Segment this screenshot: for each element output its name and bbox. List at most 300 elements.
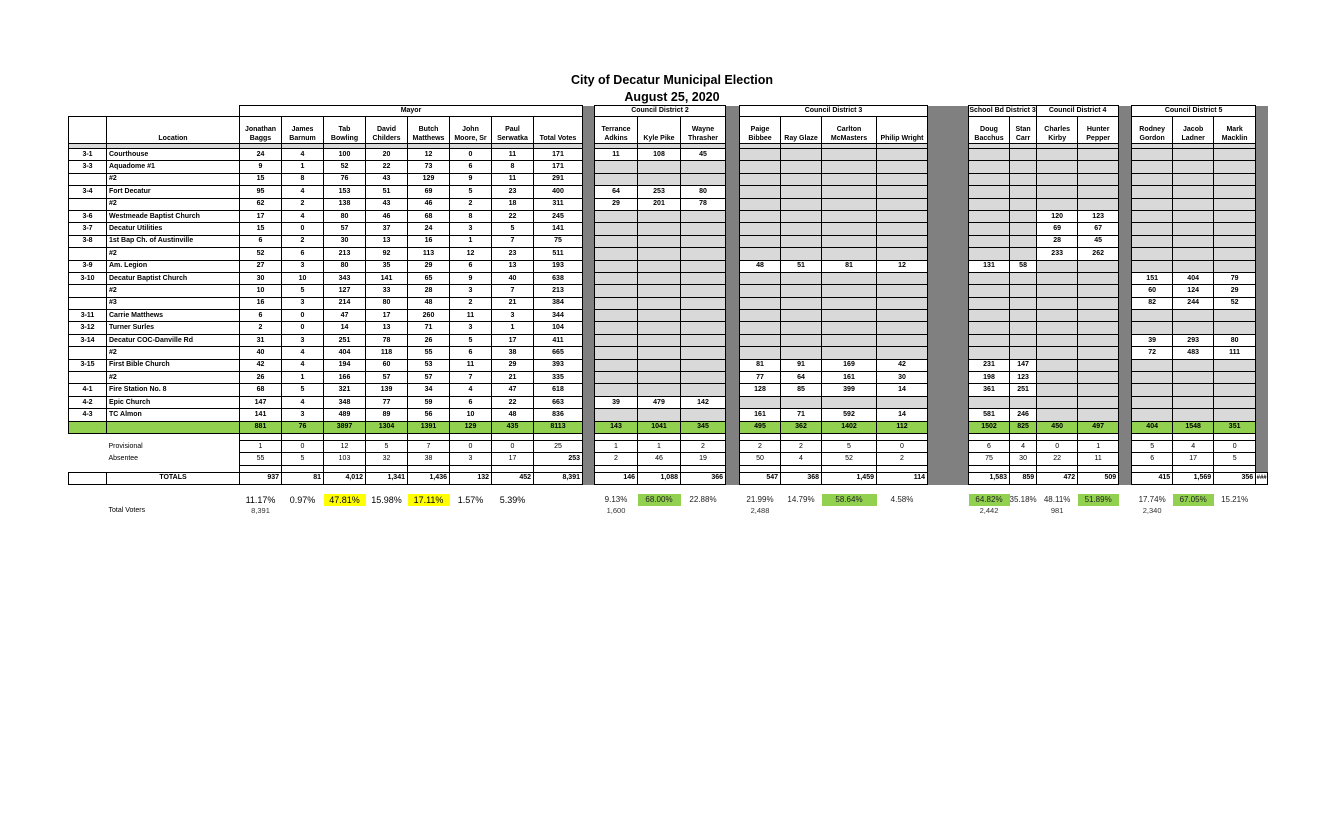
vote-cell [781,285,822,297]
vote-cell [1037,161,1078,173]
precinct-code: 3-10 [69,272,107,284]
total-voters-value: 2,488 [750,506,770,516]
vote-cell: 20 [366,149,408,161]
column-separator [1119,409,1132,421]
column-separator [928,161,969,173]
column-separator [726,210,740,222]
column-separator [1256,453,1268,465]
vote-cell [1078,149,1119,161]
blank-cell [822,506,877,517]
column-separator [583,235,595,247]
table-row [69,161,1268,173]
vote-cell [1078,334,1119,346]
blank-cell [1173,433,1214,440]
total-cell: 356 [1214,472,1256,484]
column-separator [1119,421,1132,433]
vote-cell [822,161,877,173]
vote-cell: 4 [1010,440,1037,452]
vote-cell: 46 [366,210,408,222]
vote-cell [822,297,877,309]
vote-cell [969,223,1010,235]
total-cell: 1,569 [1173,472,1214,484]
vote-cell [595,260,638,272]
total-cell: 937 [240,472,282,484]
vote-cell: 2 [681,440,726,452]
blank-cell [69,494,107,505]
column-separator [583,198,595,210]
vote-cell: 10 [282,272,324,284]
vote-cell [1132,396,1173,408]
column-separator [1256,396,1268,408]
vote-cell: 123 [1078,210,1119,222]
column-separator [1256,149,1268,161]
precinct-code: 3-11 [69,310,107,322]
column-separator [583,272,595,284]
vote-cell: 120 [1037,210,1078,222]
vote-cell [638,409,681,421]
vote-cell: 71 [781,409,822,421]
column-separator [583,440,595,452]
column-separator [1119,372,1132,384]
blank-cell [69,465,107,472]
column-separator [583,186,595,198]
column-separator [1256,260,1268,272]
vote-cell [1037,347,1078,359]
vote-cell [1173,260,1214,272]
blank-cell [1214,506,1256,517]
vote-cell [781,248,822,260]
location-name: Westmeade Baptist Church [107,210,240,222]
blank-cell [492,465,534,472]
column-separator [928,347,969,359]
precinct-code: 3-6 [69,210,107,222]
vote-cell: 72 [1132,347,1173,359]
vote-cell: 6 [282,248,324,260]
vote-cell [1173,322,1214,334]
candidate-header: Kyle Pike [638,117,681,144]
vote-cell [1037,384,1078,396]
percentage-cell: 21.99% [746,494,774,504]
vote-cell [822,173,877,185]
vote-cell [969,173,1010,185]
vote-cell [1173,248,1214,260]
vote-cell: 0 [492,440,534,452]
vote-cell: 245 [534,210,583,222]
vote-cell: 147 [1010,359,1037,371]
total-cell: 368 [781,472,822,484]
vote-cell [1173,409,1214,421]
vote-cell [740,210,781,222]
vote-cell: 52 [822,453,877,465]
vote-cell: 80 [366,297,408,309]
precinct-code: 3-8 [69,235,107,247]
vote-cell: 321 [324,384,366,396]
total-voters-label: Total Voters [108,507,146,515]
vote-cell [1010,285,1037,297]
total-cell: 146 [595,472,638,484]
candidate-header: Jonathan Baggs [240,117,282,144]
vote-cell [638,248,681,260]
percentage-cell: 47.81% [324,494,366,505]
column-separator [726,161,740,173]
column-separator [1119,272,1132,284]
vote-cell [1214,223,1256,235]
vote-cell: 12 [877,260,928,272]
vote-cell: 68 [408,210,450,222]
vote-cell [1132,409,1173,421]
column-separator [928,272,969,284]
vote-cell: 81 [740,359,781,371]
vote-cell [1078,161,1119,173]
vote-cell: 171 [534,161,583,173]
vote-cell [1037,310,1078,322]
group-mayor: Mayor [240,106,583,117]
candidate-header: Stan Carr [1010,117,1037,144]
column-separator [1119,285,1132,297]
vote-cell [781,334,822,346]
blank-cell [534,506,583,517]
column-separator [1119,198,1132,210]
column-separator [726,173,740,185]
column-separator [726,223,740,235]
percentage-cell: 11.17% [245,494,276,505]
vote-cell: 141 [366,272,408,284]
column-separator [1256,433,1268,440]
column-separator [726,396,740,408]
vote-cell [638,334,681,346]
totals-label: TOTALS [107,472,240,484]
total-voters-value: 981 [1050,506,1064,516]
column-separator [583,322,595,334]
column-separator [1119,260,1132,272]
blank-cell [69,453,107,465]
vote-cell [1173,149,1214,161]
group-council-district-2: Council District 2 [595,106,726,117]
vote-cell [681,260,726,272]
column-separator [583,372,595,384]
blank-cell [69,485,1268,495]
vote-cell: 103 [324,453,366,465]
vote-cell [1078,310,1119,322]
column-separator [726,384,740,396]
vote-cell: 24 [240,149,282,161]
vote-cell: 57 [366,372,408,384]
vote-cell: 55 [408,347,450,359]
total-voters-row [69,506,1268,517]
candidate-header: Jacob Ladner [1173,117,1214,144]
vote-cell [1010,334,1037,346]
column-separator [1119,248,1132,260]
vote-cell [1173,396,1214,408]
provisional-row [69,440,1268,452]
vote-cell: 19 [681,453,726,465]
vote-cell [781,322,822,334]
location-name: Aquadome #1 [107,161,240,173]
vote-cell: 161 [740,409,781,421]
subtotal-cell: 1502 [969,421,1010,433]
candidate-header: Carlton McMasters [822,117,877,144]
subtotal-cell: 1391 [408,421,450,433]
vote-cell: 22 [1037,453,1078,465]
column-separator [928,248,969,260]
vote-cell: 581 [969,409,1010,421]
blank-cell [781,506,822,517]
vote-cell [822,272,877,284]
column-separator [726,334,740,346]
vote-cell [1173,310,1214,322]
vote-cell [1037,260,1078,272]
subtotal-cell: 1041 [638,421,681,433]
column-separator [583,409,595,421]
blank-cell [877,506,928,517]
table-row [69,285,1268,297]
column-separator [1119,347,1132,359]
vote-cell [1010,235,1037,247]
vote-cell: 198 [969,372,1010,384]
candidate-header: Paige Bibbee [740,117,781,144]
vote-cell [969,248,1010,260]
candidate-header: Hunter Pepper [1078,117,1119,144]
vote-cell: 65 [408,272,450,284]
vote-cell [877,396,928,408]
table-row [69,248,1268,260]
column-separator [928,440,969,452]
vote-cell [969,310,1010,322]
vote-cell [1037,198,1078,210]
vote-cell [681,372,726,384]
vote-cell [740,248,781,260]
column-separator [583,465,595,472]
column-separator [1256,322,1268,334]
blank-cell [69,421,107,433]
vote-cell: 59 [408,396,450,408]
column-separator [928,465,969,472]
vote-cell [740,186,781,198]
blank-cell [1256,494,1268,505]
vote-cell: 489 [324,409,366,421]
subtotal-cell: 76 [282,421,324,433]
vote-cell: 45 [1078,235,1119,247]
blank-cell [450,506,492,517]
vote-cell [595,310,638,322]
column-separator [726,285,740,297]
vote-cell [595,210,638,222]
vote-cell [822,210,877,222]
vote-cell [638,297,681,309]
vote-cell [969,210,1010,222]
vote-cell: 8 [492,161,534,173]
vote-cell: 24 [408,223,450,235]
vote-cell: 139 [366,384,408,396]
vote-cell: 3 [282,260,324,272]
vote-cell: 1 [282,372,324,384]
percentage-cell: 5.39% [499,494,526,505]
column-separator [726,235,740,247]
vote-cell [740,347,781,359]
vote-cell [681,384,726,396]
blank-cell [408,465,450,472]
subtotal-cell: 1304 [366,421,408,433]
column-separator [1256,248,1268,260]
column-separator [1119,322,1132,334]
blank-cell [681,433,726,440]
vote-cell: 246 [1010,409,1037,421]
vote-cell [1132,322,1173,334]
column-separator [583,472,595,484]
blank-cell [366,433,408,440]
vote-cell: 62 [240,198,282,210]
vote-cell [969,198,1010,210]
table-row [69,223,1268,235]
column-separator [726,465,740,472]
vote-cell: 0 [1214,440,1256,452]
vote-cell: 32 [366,453,408,465]
vote-cell: 80 [681,186,726,198]
sheet-date: August 25, 2020 [624,90,720,104]
column-separator [1256,223,1268,235]
candidate-header: Wayne Thrasher [681,117,726,144]
column-separator [726,433,740,440]
vote-cell: 2 [595,453,638,465]
vote-cell [681,272,726,284]
vote-cell [781,173,822,185]
vote-cell [681,285,726,297]
vote-cell: 4 [282,186,324,198]
candidate-header: Paul Serwatka [492,117,534,144]
group-council-district-3: Council District 3 [740,106,928,117]
column-separator [928,472,969,484]
vote-cell [1078,322,1119,334]
column-separator [583,106,595,117]
vote-cell: 29 [595,198,638,210]
subtotal-cell: 435 [492,421,534,433]
vote-cell [638,173,681,185]
vote-cell: 166 [324,372,366,384]
vote-cell: 6 [969,440,1010,452]
vote-cell: 231 [969,359,1010,371]
column-separator [1119,310,1132,322]
total-cell: 366 [681,472,726,484]
vote-cell: 111 [1214,347,1256,359]
vote-cell [1078,396,1119,408]
vote-cell: 12 [408,149,450,161]
vote-cell: 393 [534,359,583,371]
percentage-cell: 17.11% [408,494,450,505]
location-name: Fire Station No. 8 [107,384,240,396]
blank-cell [822,433,877,440]
column-separator [1119,440,1132,452]
vote-cell [781,297,822,309]
blank-cell [1132,433,1173,440]
column-separator [1256,421,1268,433]
percentage-cell: 51.89% [1078,494,1119,505]
vote-cell [877,334,928,346]
vote-cell [1214,396,1256,408]
column-separator [726,186,740,198]
vote-cell [877,149,928,161]
subtotal-cell: 351 [1214,421,1256,433]
candidate-header: Charles Kirby [1037,117,1078,144]
vote-cell: 28 [1037,235,1078,247]
vote-cell: 5 [282,453,324,465]
vote-cell: 201 [638,198,681,210]
vote-cell: 194 [324,359,366,371]
vote-cell [681,347,726,359]
percentage-cell: 22.88% [689,494,717,504]
sheet-title: City of Decatur Municipal Election [570,73,774,87]
vote-cell: 80 [1214,334,1256,346]
vote-cell: 21 [492,372,534,384]
percentage-cell: 15.21% [1221,494,1249,504]
subtotal-cell: 497 [1078,421,1119,433]
vote-cell: 293 [1173,334,1214,346]
vote-cell [638,260,681,272]
table-row [69,173,1268,185]
table-row [69,310,1268,322]
blank-cell [107,465,240,472]
vote-cell: 638 [534,272,583,284]
vote-cell: 18 [492,198,534,210]
vote-cell: 11 [492,173,534,185]
vote-cell [822,223,877,235]
location-name: Courthouse [107,149,240,161]
vote-cell: 384 [534,297,583,309]
vote-cell: 0 [282,223,324,235]
table-row [69,396,1268,408]
blank-cell [408,433,450,440]
vote-cell: 404 [1173,272,1214,284]
vote-cell: 12 [450,248,492,260]
vote-cell [1132,372,1173,384]
vote-cell [1132,223,1173,235]
percentage-cell: 58.64% [822,494,877,505]
vote-cell [1078,173,1119,185]
vote-cell: 64 [781,372,822,384]
vote-cell: 214 [324,297,366,309]
vote-cell [781,272,822,284]
vote-cell: 0 [1037,440,1078,452]
vote-cell [1078,347,1119,359]
vote-cell: 56 [408,409,450,421]
blank-cell [69,433,107,440]
candidate-header: Butch Matthews [408,117,450,144]
column-separator [1256,106,1268,117]
vote-cell: 47 [492,384,534,396]
column-separator [1256,198,1268,210]
blank-cell [638,465,681,472]
column-separator [928,359,969,371]
vote-cell: 5 [450,186,492,198]
location-name: Fort Decatur [107,186,240,198]
precinct-code: 3-1 [69,149,107,161]
vote-cell: 47 [324,310,366,322]
vote-cell: 118 [366,347,408,359]
total-cell: 1,459 [822,472,877,484]
vote-cell: 193 [534,260,583,272]
column-separator [583,421,595,433]
subtotal-cell: 112 [877,421,928,433]
table-row [69,198,1268,210]
vote-cell: 26 [240,372,282,384]
vote-cell: 2 [450,198,492,210]
vote-cell: 128 [740,384,781,396]
location-name: Am. Legion [107,260,240,272]
group-school-bd-district-3: School Bd District 3 [969,106,1037,117]
vote-cell [781,347,822,359]
column-separator [726,198,740,210]
vote-cell: 6 [450,260,492,272]
vote-cell: 22 [492,210,534,222]
